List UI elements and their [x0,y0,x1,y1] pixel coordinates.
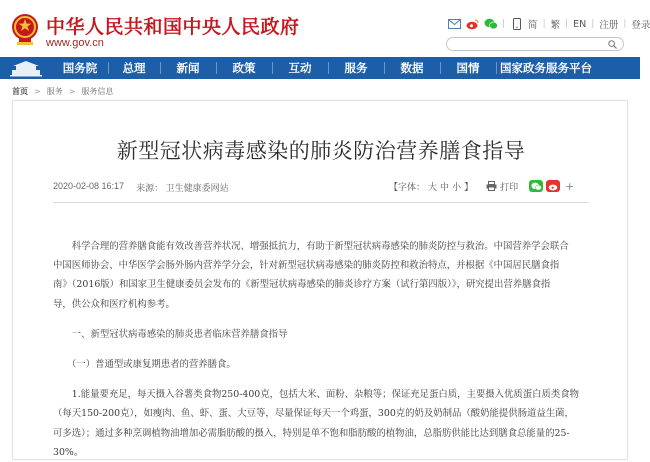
font-size-close: 】 [464,182,474,193]
nav-national-info[interactable]: 国情 [440,57,496,79]
share-more-icon[interactable]: + [565,179,575,193]
article-tools [389,179,574,193]
body-line: （每天150-200克），如瘦肉、鱼、虾、蛋、大豆等，尽量保证每天一个鸡蛋，300克的奶及奶制品（酸奶能提供肠道益生菌， [53,408,574,420]
wechat-icon[interactable] [484,18,497,31]
font-size-small[interactable]: 小 [452,182,462,193]
body-line: 1.能量要充足，每天摄入谷薯类食物250-400克，包括大米、面粉、杂粮等；保证充足蛋白质，主要摄入优质蛋白质类食物 [53,389,580,401]
breadcrumb-home[interactable]: 首页 [12,86,28,96]
mobile-icon[interactable] [510,18,523,31]
breadcrumb-service-info[interactable]: 服务信息 [81,87,114,96]
national-emblem-icon [10,12,40,46]
nav-gov-service-platform[interactable]: 国家政务服务平台 [496,57,596,79]
body-line: 可多选）；通过多种烹调植物油增加必需脂肪酸的摄入，特别是单不饱和脂肪酸的植物油，总脂肪供能比达到膳食总能量的25- [53,427,570,439]
nav-state-council[interactable]: 国务院 [62,61,98,75]
font-size-label: 【字体： [389,182,426,193]
article-source: 来源： 卫生健康委网站 [136,183,229,193]
section-heading: 一、新型冠状病毒感染的肺炎患者临床营养膳食指导 [53,328,288,340]
article-body [53,237,591,462]
nav-interaction[interactable]: 互动 [272,57,328,79]
print-button[interactable] [486,180,518,193]
title-divider [53,202,589,203]
share-weibo-icon[interactable] [546,180,560,192]
site-url[interactable]: www.gov.cn [46,37,104,49]
publish-date: 2020-02-08 16:17 [53,181,125,191]
breadcrumb-separator: > [34,87,41,96]
print-label: 打印 [500,182,519,193]
nav-news[interactable]: 新闻 [160,57,216,79]
body-line: 导，供公众和医疗机构参考。 [53,298,175,310]
english-link[interactable]: EN [573,18,587,30]
traditional-chinese-link[interactable]: 繁 [550,20,561,31]
article-meta [53,181,229,194]
weibo-icon[interactable] [466,18,479,31]
nav-premier[interactable]: 总理 [108,57,160,79]
body-line: 科学合理的营养膳食能有效改善营养状况、增强抵抗力，有助于新型冠状病毒感染的肺炎防控与救治。中国营养学会联合 [53,241,569,252]
nav-service[interactable]: 服务 [328,57,384,79]
share-wechat-icon[interactable] [529,180,543,192]
printer-icon [486,181,497,191]
simplified-chinese-link[interactable]: 简 [528,20,538,31]
register-link[interactable]: 注册 [599,20,619,31]
article-title: 新型冠状病毒感染的肺炎防治营养膳食指导 [116,139,526,163]
font-size-medium[interactable]: 中 [440,182,450,193]
main-nav [0,57,640,79]
subsection-heading: （一）普通型或康复期患者的营养膳食。 [53,359,236,371]
breadcrumb-separator: > [68,87,76,96]
nav-data[interactable]: 数据 [384,57,440,79]
breadcrumb [12,86,113,97]
font-size-large[interactable]: 大 [428,182,438,193]
top-links: | 简 | 繁 | EN | 注册 | 登录 [448,16,650,32]
mail-icon[interactable] [448,18,461,31]
search-icon[interactable] [608,40,617,49]
site-header [0,0,650,56]
body-line: 30%。 [53,446,84,458]
body-line: 南》（2016版）和国家卫生健康委员会发布的《新型冠状病毒感染的肺炎诊疗方案（试行第四版）》，研究提出营养膳食指 [53,279,551,291]
breadcrumb-service[interactable]: 服务 [46,87,63,96]
nav-policy[interactable]: 政策 [216,57,272,79]
article-card [12,100,628,460]
body-line: 中国医师协会、中华医学会肠外肠内营养学分会，针对新型冠状病毒感染的肺炎防控和救治特点，并根据《中国居民膳食指 [53,260,560,272]
login-link[interactable]: 登录 [631,20,650,31]
tiananmen-logo-icon[interactable] [0,57,52,79]
search-input[interactable] [446,37,624,51]
site-title[interactable]: 中华人民共和国中央人民政府 [46,16,300,38]
